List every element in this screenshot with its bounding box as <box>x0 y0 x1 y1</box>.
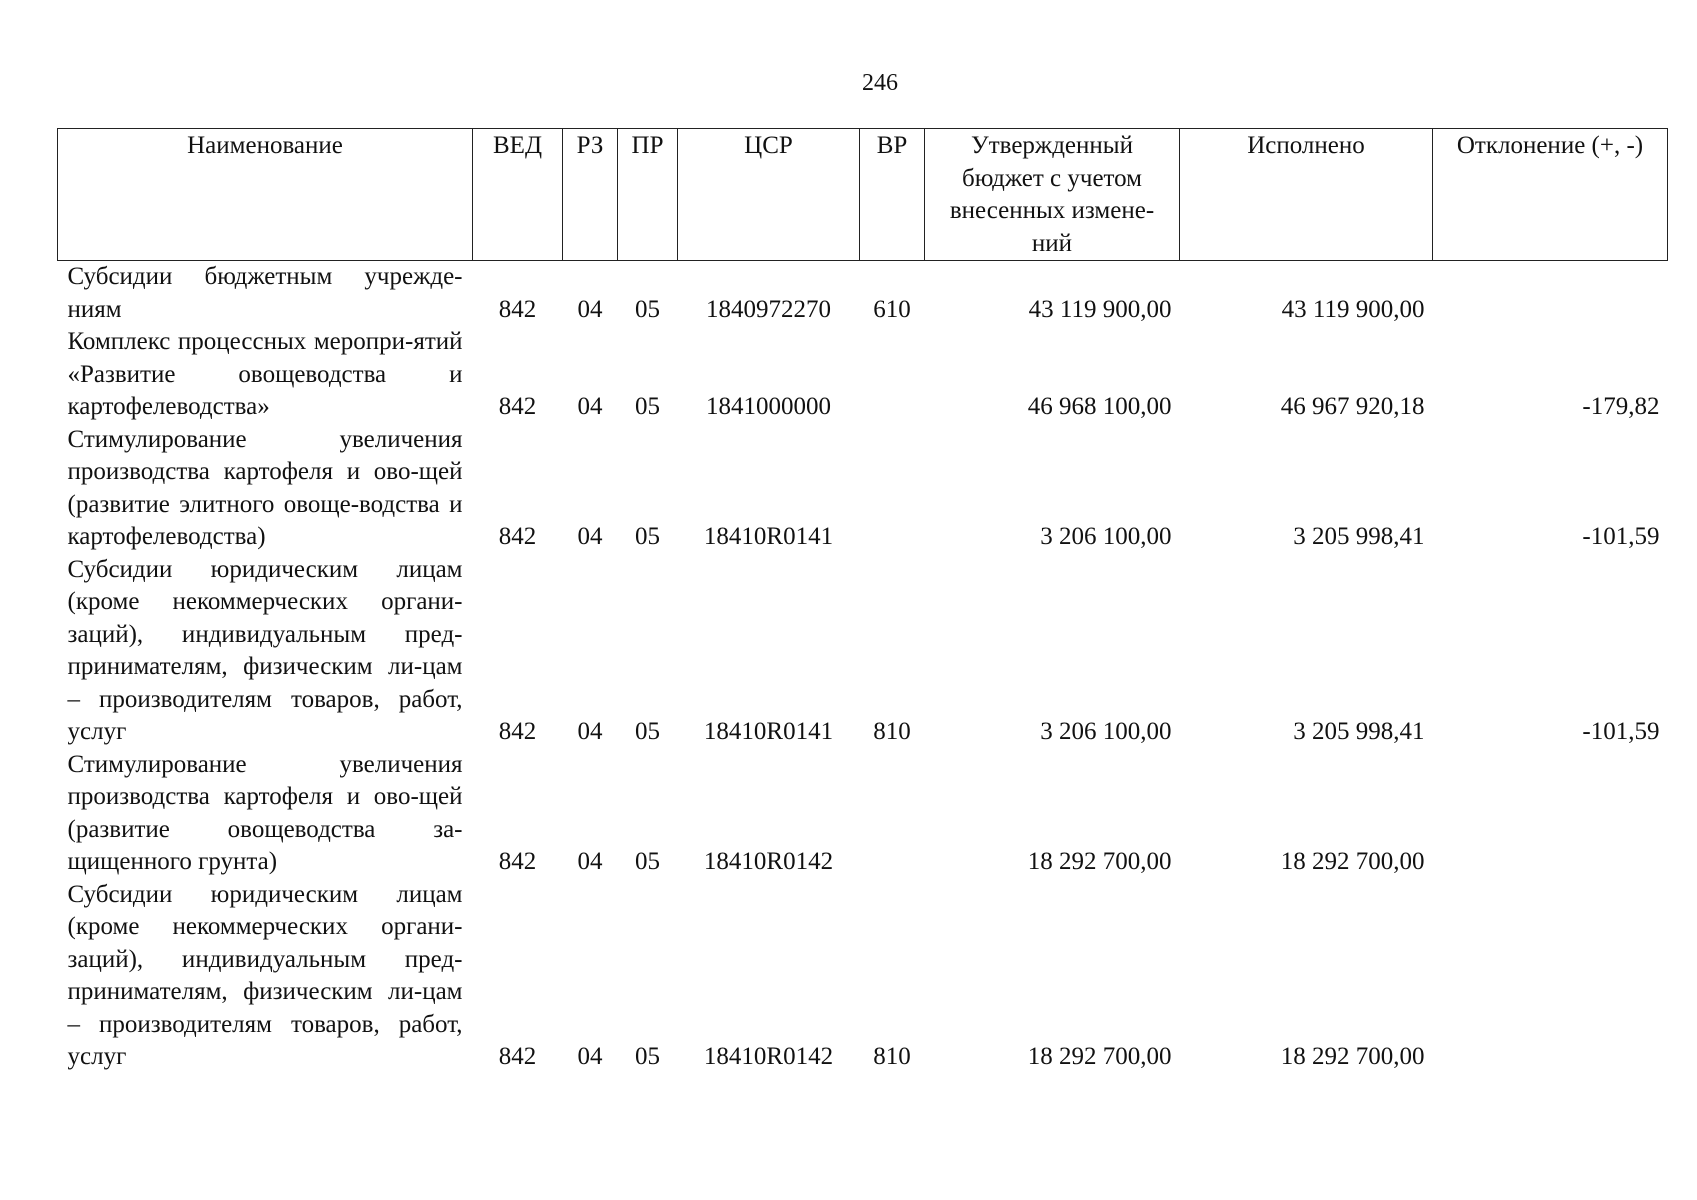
row-name: Субсидии юридическим лицам (кроме некоммерческих органи-заций), индивидуальным пред-принимателям, физическим ли-цам – производителям товаров, работ, услуг <box>67 555 463 745</box>
header-csr: ЦСР <box>678 129 860 261</box>
row-approved: 3 206 100,00 <box>1040 523 1172 550</box>
row-name: Стимулирование увеличения производства картофеля и ово-щей (развитие овощеводства за-щищенного грунта) <box>67 750 463 875</box>
row-vr <box>860 424 925 554</box>
row-csr: 1841000000 <box>706 393 831 420</box>
row-ved: 842 <box>498 848 537 875</box>
table-row <box>58 879 1668 1074</box>
row-rz: 04 <box>577 848 603 875</box>
row-approved: 18 292 700,00 <box>1027 1043 1172 1070</box>
header-row <box>58 129 1668 261</box>
row-executed: 46 967 920,18 <box>1280 393 1425 420</box>
header-pr: ПР <box>618 129 678 261</box>
row-approved: 18 292 700,00 <box>1027 848 1172 875</box>
table-row <box>58 261 1668 327</box>
table-row <box>58 554 1668 749</box>
row-deviation: -101,59 <box>1582 718 1660 745</box>
row-rz: 04 <box>577 295 603 323</box>
row-vr: 610 <box>873 295 911 323</box>
row-rz: 04 <box>577 393 603 420</box>
row-approved: 43 119 900,00 <box>1028 295 1172 323</box>
row-ved: 842 <box>498 523 537 550</box>
row-rz: 04 <box>577 523 603 550</box>
row-ved: 842 <box>498 393 537 420</box>
header-deviation: Отклонение (+, -) <box>1433 129 1668 261</box>
row-pr: 05 <box>635 1043 660 1070</box>
row-approved: 46 968 100,00 <box>1027 393 1172 420</box>
table-row <box>58 424 1668 554</box>
row-ved: 842 <box>498 295 537 323</box>
header-executed: Исполнено <box>1180 129 1433 261</box>
header-ved: ВЕД <box>473 129 563 261</box>
row-pr: 05 <box>635 848 660 875</box>
header-vr: ВР <box>860 129 925 261</box>
row-name: Субсидии бюджетным учрежде-ниям <box>67 263 463 323</box>
row-executed: 18 292 700,00 <box>1280 848 1425 875</box>
row-rz: 04 <box>577 1043 603 1070</box>
row-name: Стимулирование увеличения производства картофеля и ово-щей (развитие элитного овоще-водства и картофелеводства) <box>67 425 463 550</box>
header-rz: РЗ <box>563 129 618 261</box>
row-deviation <box>1433 749 1668 879</box>
row-vr: 810 <box>873 1043 911 1070</box>
row-csr: 1840972270 <box>706 295 831 323</box>
row-executed: 18 292 700,00 <box>1280 1043 1425 1070</box>
table-row <box>58 749 1668 879</box>
row-csr: 18410R0141 <box>703 523 834 550</box>
row-pr: 05 <box>635 718 660 745</box>
page-number: 246 <box>862 70 898 96</box>
row-rz: 04 <box>577 718 603 745</box>
header-name: Наименование <box>58 129 473 261</box>
budget-table <box>57 128 1668 1074</box>
row-deviation <box>1433 261 1668 327</box>
row-csr: 18410R0141 <box>703 718 834 745</box>
row-executed: 43 119 900,00 <box>1281 295 1425 323</box>
row-ved: 842 <box>498 1043 537 1070</box>
row-pr: 05 <box>635 393 660 420</box>
row-name: Комплекс процессных меропри-ятий «Развитие овощеводства и картофелеводства» <box>67 328 463 420</box>
row-vr: 810 <box>873 718 911 745</box>
row-pr: 05 <box>635 523 660 550</box>
table-row <box>58 326 1668 424</box>
header-approved: Утвержденный бюджет с учетом внесенных измене-ний <box>925 129 1180 261</box>
row-deviation: -179,82 <box>1582 393 1660 420</box>
row-deviation: -101,59 <box>1582 523 1660 550</box>
row-csr: 18410R0142 <box>703 848 834 875</box>
row-approved: 3 206 100,00 <box>1040 718 1172 745</box>
row-executed: 3 205 998,41 <box>1293 718 1425 745</box>
row-ved: 842 <box>498 718 537 745</box>
row-name: Субсидии юридическим лицам (кроме некоммерческих органи-заций), индивидуальным пред-принимателям, физическим ли-цам – производителям товаров, работ, услуг <box>67 880 463 1070</box>
row-vr <box>860 326 925 424</box>
row-vr <box>860 749 925 879</box>
row-deviation <box>1433 879 1668 1074</box>
row-csr: 18410R0142 <box>703 1043 834 1070</box>
row-pr: 05 <box>635 295 660 323</box>
row-executed: 3 205 998,41 <box>1293 523 1425 550</box>
